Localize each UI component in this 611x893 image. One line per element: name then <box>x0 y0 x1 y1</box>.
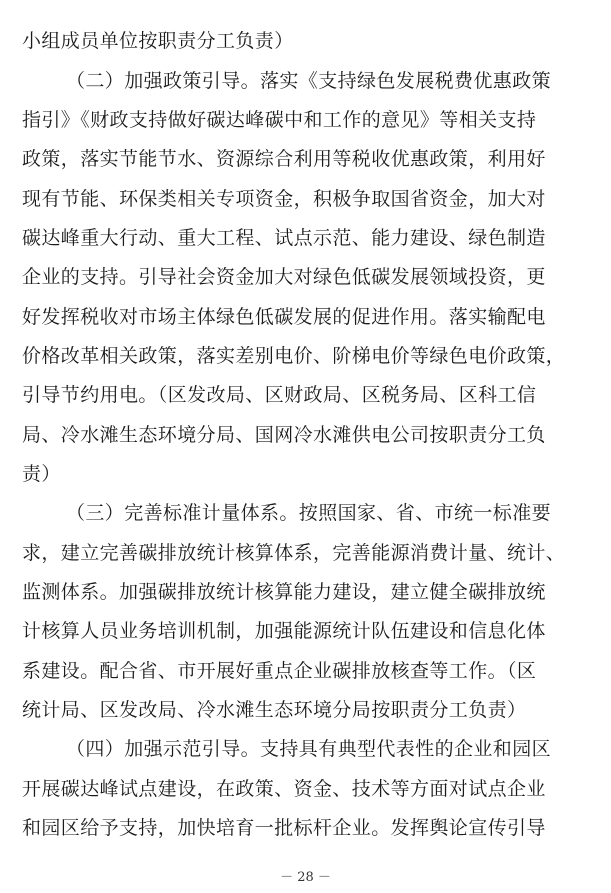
text-line-8: 好发挥税收对市场主体绿色低碳发展的促进作用。落实输配电 <box>22 306 546 328</box>
text-line-12: 责） <box>22 463 61 485</box>
section-3-heading-line: （三）完善标准计量体系。按照国家、省、市统一标准要 <box>66 502 552 524</box>
text-line-14: 求，建立完善碳排放统计核算体系，完善能源消费计量、统计、 <box>22 542 566 564</box>
text-line-21: 和园区给予支持，加快培育一批标杆企业。发挥舆论宣传引导 <box>22 817 546 839</box>
section-2-heading-line: （二）加强政策引导。落实《支持绿色发展税费优惠政策 <box>66 70 552 92</box>
text-line-9: 价格改革相关政策，落实差别电价、阶梯电价等绿色电价政策， <box>22 345 566 367</box>
page-number: － 28 － <box>280 870 331 885</box>
text-line-7: 企业的支持。引导社会资金加大对绿色低碳发展领域投资，更 <box>22 266 546 288</box>
text-line-18: 统计局、区发改局、冷水滩生态环境分局按职责分工负责） <box>22 699 527 721</box>
text-line-6: 碳达峰重大行动、重大工程、试点示范、能力建设、绿色制造 <box>22 227 546 249</box>
text-line-1: 小组成员单位按职责分工负责） <box>22 30 294 52</box>
text-line-17: 系建设。配合省、市开展好重点企业碳排放核查等工作。（区 <box>22 660 537 682</box>
text-line-11: 局、冷水滩生态环境分局、国网冷水滩供电公司按职责分工负 <box>22 424 546 446</box>
text-line-16: 计核算人员业务培训机制，加强能源统计队伍建设和信息化体 <box>22 620 546 642</box>
text-line-5: 现有节能、环保类相关专项资金，积极争取国省资金，加大对 <box>22 188 546 210</box>
text-line-10: 引导节约用电。（区发改局、区财政局、区税务局、区科工信 <box>22 384 537 406</box>
text-line-15: 监测体系。加强碳排放统计核算能力建设，建立健全碳排放统 <box>22 581 546 603</box>
text-line-20: 开展碳达峰试点建设，在政策、资金、技术等方面对试点企业 <box>22 778 546 800</box>
text-line-4: 政策，落实节能节水、资源综合利用等税收优惠政策，利用好 <box>22 148 546 170</box>
section-4-heading-line: （四）加强示范引导。支持具有典型代表性的企业和园区 <box>66 738 552 760</box>
text-line-3: 指引》《财政支持做好碳达峰碳中和工作的意见》等相关支持 <box>22 109 537 131</box>
